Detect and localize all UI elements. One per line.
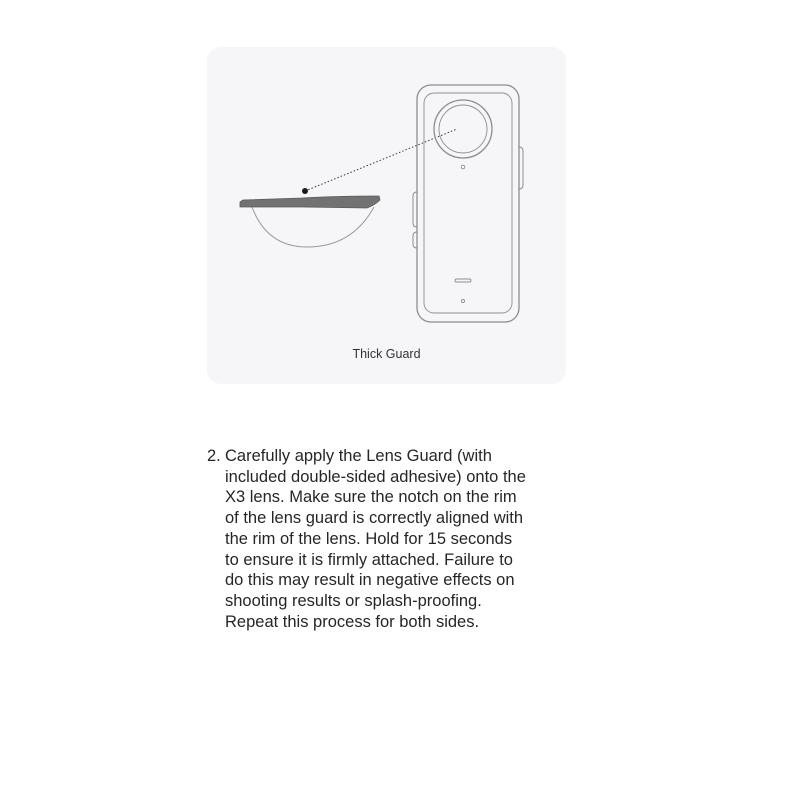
step-line: do this may result in negative effects on bbox=[225, 571, 515, 590]
step-number: 2. bbox=[207, 447, 221, 465]
step-line: X3 lens. Make sure the notch on the rim bbox=[225, 488, 517, 507]
step-line: the rim of the lens. Hold for 15 seconds bbox=[225, 529, 513, 548]
leader-line bbox=[305, 129, 457, 191]
lens-guard-profile bbox=[240, 196, 380, 208]
step-line: included double-sided adhesive) onto the bbox=[225, 467, 526, 486]
illustration-card bbox=[207, 47, 566, 384]
instruction-step bbox=[207, 446, 552, 632]
lens-guard-illustration bbox=[207, 47, 566, 384]
step-line: shooting results or splash-proofing. bbox=[225, 591, 482, 610]
step-line: Carefully apply the Lens Guard (with bbox=[225, 447, 492, 465]
step-line: of the lens guard is correctly aligned with bbox=[225, 509, 524, 528]
step-line: to ensure it is firmly attached. Failure to bbox=[225, 550, 513, 569]
step-text bbox=[225, 446, 552, 632]
figure-caption: Thick Guard bbox=[352, 347, 421, 361]
camera-body bbox=[413, 85, 523, 322]
step-line: Repeat this process for both sides. bbox=[225, 612, 480, 631]
lens-guard-dome bbox=[252, 207, 374, 247]
leader-dot bbox=[302, 188, 308, 194]
